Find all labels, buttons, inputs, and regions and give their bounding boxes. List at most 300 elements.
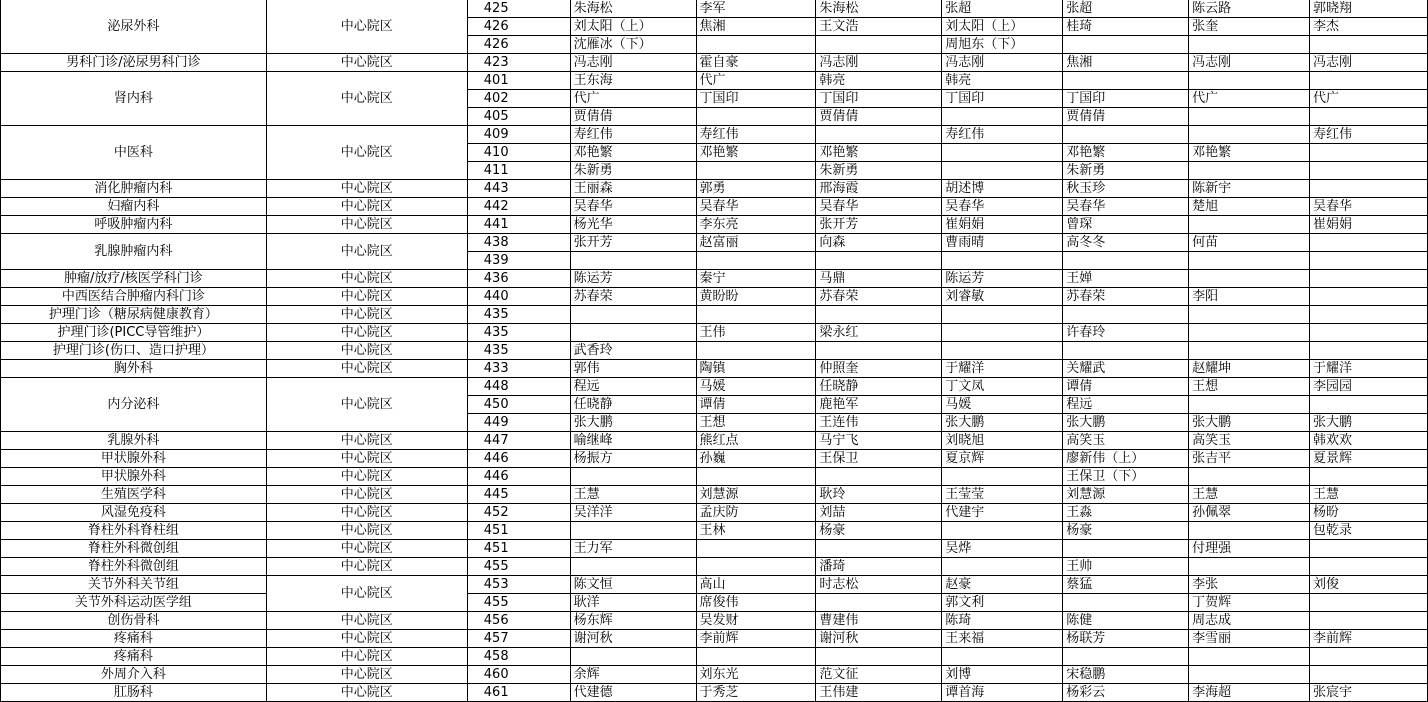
- doctor-cell[interactable]: 张大鹏: [1189, 414, 1310, 432]
- doctor-cell[interactable]: [816, 342, 942, 360]
- doctor-cell[interactable]: 张大鹏: [570, 414, 696, 432]
- department-cell[interactable]: 胸外科: [1, 360, 267, 378]
- doctor-cell[interactable]: 冯志刚: [570, 54, 696, 72]
- doctor-cell[interactable]: 吴洋洋: [570, 504, 696, 522]
- doctor-cell[interactable]: [1189, 468, 1310, 486]
- doctor-cell[interactable]: [942, 324, 1063, 342]
- doctor-cell[interactable]: 李杰: [1310, 18, 1428, 36]
- doctor-cell[interactable]: [1189, 306, 1310, 324]
- doctor-cell[interactable]: [1310, 558, 1428, 576]
- doctor-cell[interactable]: 代广: [1189, 90, 1310, 108]
- doctor-cell[interactable]: 张超: [1063, 0, 1189, 18]
- doctor-cell[interactable]: [696, 648, 816, 666]
- doctor-cell[interactable]: [1063, 72, 1189, 90]
- room-cell[interactable]: 439: [467, 252, 570, 270]
- doctor-cell[interactable]: 孟庆防: [696, 504, 816, 522]
- doctor-cell[interactable]: [1310, 342, 1428, 360]
- doctor-cell[interactable]: [1310, 540, 1428, 558]
- doctor-cell[interactable]: 刘喆: [816, 504, 942, 522]
- doctor-cell[interactable]: [1063, 306, 1189, 324]
- doctor-cell[interactable]: 丁贺辉: [1189, 594, 1310, 612]
- doctor-cell[interactable]: 王伟建: [816, 684, 942, 702]
- doctor-cell[interactable]: 王慧: [1189, 486, 1310, 504]
- room-cell[interactable]: 455: [467, 558, 570, 576]
- room-cell[interactable]: 453: [467, 576, 570, 594]
- doctor-cell[interactable]: [696, 468, 816, 486]
- room-cell[interactable]: 445: [467, 486, 570, 504]
- doctor-cell[interactable]: [1310, 324, 1428, 342]
- doctor-cell[interactable]: 李前辉: [696, 630, 816, 648]
- department-cell[interactable]: 疼痛科: [1, 648, 267, 666]
- doctor-cell[interactable]: 韩亮: [816, 72, 942, 90]
- doctor-cell[interactable]: 陈琦: [942, 612, 1063, 630]
- doctor-cell[interactable]: [1310, 396, 1428, 414]
- doctor-cell[interactable]: 楚旭: [1189, 198, 1310, 216]
- doctor-cell[interactable]: [1063, 648, 1189, 666]
- doctor-cell[interactable]: 张大鹏: [1063, 414, 1189, 432]
- doctor-cell[interactable]: 曹建伟: [816, 612, 942, 630]
- doctor-cell[interactable]: 马媛: [942, 396, 1063, 414]
- doctor-cell[interactable]: 郭伟: [570, 360, 696, 378]
- doctor-cell[interactable]: 丁文凤: [942, 378, 1063, 396]
- campus-cell[interactable]: 中心院区: [266, 306, 467, 324]
- doctor-cell[interactable]: 谢河秋: [570, 630, 696, 648]
- doctor-cell[interactable]: 谭倩: [696, 396, 816, 414]
- doctor-cell[interactable]: 耿玲: [816, 486, 942, 504]
- doctor-cell[interactable]: 时志松: [816, 576, 942, 594]
- doctor-cell[interactable]: 刘博: [942, 666, 1063, 684]
- doctor-cell[interactable]: [1310, 468, 1428, 486]
- doctor-cell[interactable]: 杨光华: [570, 216, 696, 234]
- doctor-cell[interactable]: [1189, 108, 1310, 126]
- campus-cell[interactable]: 中心院区: [266, 504, 467, 522]
- department-cell[interactable]: 乳腺外科: [1, 432, 267, 450]
- doctor-cell[interactable]: 于秀芝: [696, 684, 816, 702]
- room-cell[interactable]: 411: [467, 162, 570, 180]
- doctor-cell[interactable]: [942, 468, 1063, 486]
- room-cell[interactable]: 452: [467, 504, 570, 522]
- doctor-cell[interactable]: [942, 306, 1063, 324]
- doctor-cell[interactable]: 吴春华: [570, 198, 696, 216]
- doctor-cell[interactable]: 孙巍: [696, 450, 816, 468]
- doctor-cell[interactable]: [942, 558, 1063, 576]
- doctor-cell[interactable]: 邓艳繁: [1189, 144, 1310, 162]
- doctor-cell[interactable]: 刘睿敏: [942, 288, 1063, 306]
- doctor-cell[interactable]: 刘太阳（上）: [570, 18, 696, 36]
- campus-cell[interactable]: 中心院区: [266, 324, 467, 342]
- room-cell[interactable]: 460: [467, 666, 570, 684]
- doctor-cell[interactable]: [942, 522, 1063, 540]
- doctor-cell[interactable]: [1189, 252, 1310, 270]
- doctor-cell[interactable]: 向森: [816, 234, 942, 252]
- doctor-cell[interactable]: [696, 540, 816, 558]
- doctor-cell[interactable]: [1310, 144, 1428, 162]
- campus-cell[interactable]: 中心院区: [266, 486, 467, 504]
- doctor-cell[interactable]: 何苗: [1189, 234, 1310, 252]
- campus-cell[interactable]: 中心院区: [266, 288, 467, 306]
- doctor-cell[interactable]: 代建德: [570, 684, 696, 702]
- doctor-cell[interactable]: 熊红点: [696, 432, 816, 450]
- doctor-cell[interactable]: 任晓静: [816, 378, 942, 396]
- department-cell[interactable]: 妇瘤内科: [1, 198, 267, 216]
- doctor-cell[interactable]: [1310, 306, 1428, 324]
- doctor-cell[interactable]: 王文浩: [816, 18, 942, 36]
- doctor-cell[interactable]: [696, 558, 816, 576]
- doctor-cell[interactable]: [1189, 72, 1310, 90]
- doctor-cell[interactable]: 丁国印: [942, 90, 1063, 108]
- campus-cell[interactable]: 中心院区: [266, 378, 467, 432]
- doctor-cell[interactable]: [942, 252, 1063, 270]
- doctor-cell[interactable]: 武香玲: [570, 342, 696, 360]
- doctor-cell[interactable]: 焦湘: [696, 18, 816, 36]
- doctor-cell[interactable]: 高笑玉: [1063, 432, 1189, 450]
- doctor-cell[interactable]: 马鼎: [816, 270, 942, 288]
- doctor-cell[interactable]: 桂琦: [1063, 18, 1189, 36]
- doctor-cell[interactable]: 范文征: [816, 666, 942, 684]
- doctor-cell[interactable]: 喻继峰: [570, 432, 696, 450]
- doctor-cell[interactable]: 刘俊: [1310, 576, 1428, 594]
- doctor-cell[interactable]: 张大鹏: [942, 414, 1063, 432]
- doctor-cell[interactable]: [942, 162, 1063, 180]
- department-cell[interactable]: 甲状腺外科: [1, 450, 267, 468]
- campus-cell[interactable]: 中心院区: [266, 612, 467, 630]
- doctor-cell[interactable]: [1310, 234, 1428, 252]
- doctor-cell[interactable]: 王伟: [696, 324, 816, 342]
- doctor-cell[interactable]: [1063, 594, 1189, 612]
- department-cell[interactable]: 肛肠科: [1, 684, 267, 702]
- doctor-cell[interactable]: [570, 558, 696, 576]
- doctor-cell[interactable]: [1310, 180, 1428, 198]
- doctor-cell[interactable]: 刘慧源: [696, 486, 816, 504]
- doctor-cell[interactable]: 于耀洋: [1310, 360, 1428, 378]
- doctor-cell[interactable]: 周志成: [1189, 612, 1310, 630]
- doctor-cell[interactable]: [1189, 396, 1310, 414]
- doctor-cell[interactable]: 谭倩: [1063, 378, 1189, 396]
- doctor-cell[interactable]: 张宸宇: [1310, 684, 1428, 702]
- campus-cell[interactable]: 中心院区: [266, 342, 467, 360]
- campus-cell[interactable]: 中心院区: [266, 126, 467, 180]
- doctor-cell[interactable]: 王连伟: [816, 414, 942, 432]
- doctor-cell[interactable]: 王丽森: [570, 180, 696, 198]
- doctor-cell[interactable]: [1063, 36, 1189, 54]
- doctor-cell[interactable]: 苏春荣: [1063, 288, 1189, 306]
- doctor-cell[interactable]: [816, 648, 942, 666]
- doctor-cell[interactable]: [816, 126, 942, 144]
- doctor-cell[interactable]: 马宁飞: [816, 432, 942, 450]
- doctor-cell[interactable]: 王慧: [1310, 486, 1428, 504]
- doctor-cell[interactable]: 高冬冬: [1063, 234, 1189, 252]
- doctor-cell[interactable]: [1189, 324, 1310, 342]
- doctor-cell[interactable]: 丁国印: [816, 90, 942, 108]
- doctor-cell[interactable]: [696, 252, 816, 270]
- doctor-cell[interactable]: 秋玉珍: [1063, 180, 1189, 198]
- doctor-cell[interactable]: 王东海: [570, 72, 696, 90]
- doctor-cell[interactable]: [696, 36, 816, 54]
- doctor-cell[interactable]: 寿红伟: [942, 126, 1063, 144]
- doctor-cell[interactable]: 黄盼盼: [696, 288, 816, 306]
- doctor-cell[interactable]: [816, 252, 942, 270]
- doctor-cell[interactable]: 朱新勇: [570, 162, 696, 180]
- doctor-cell[interactable]: 冯志刚: [816, 54, 942, 72]
- doctor-cell[interactable]: [1063, 342, 1189, 360]
- campus-cell[interactable]: 中心院区: [266, 198, 467, 216]
- doctor-cell[interactable]: [1189, 36, 1310, 54]
- doctor-cell[interactable]: 杨东辉: [570, 612, 696, 630]
- doctor-cell[interactable]: 杨彩云: [1063, 684, 1189, 702]
- doctor-cell[interactable]: [1310, 162, 1428, 180]
- campus-cell[interactable]: 中心院区: [266, 648, 467, 666]
- doctor-cell[interactable]: 苏春荣: [570, 288, 696, 306]
- doctor-cell[interactable]: [1189, 648, 1310, 666]
- doctor-cell[interactable]: [942, 648, 1063, 666]
- doctor-cell[interactable]: [1310, 108, 1428, 126]
- doctor-cell[interactable]: 李前辉: [1310, 630, 1428, 648]
- doctor-cell[interactable]: [1189, 522, 1310, 540]
- room-cell[interactable]: 402: [467, 90, 570, 108]
- doctor-cell[interactable]: 宋稳鹏: [1063, 666, 1189, 684]
- doctor-cell[interactable]: 张开芳: [570, 234, 696, 252]
- doctor-cell[interactable]: 吴春华: [816, 198, 942, 216]
- doctor-cell[interactable]: 朱海松: [816, 0, 942, 18]
- doctor-cell[interactable]: 陈新宇: [1189, 180, 1310, 198]
- doctor-cell[interactable]: 王想: [696, 414, 816, 432]
- doctor-cell[interactable]: 程远: [1063, 396, 1189, 414]
- department-cell[interactable]: 护理门诊(PICC导管维护）: [1, 324, 267, 342]
- room-cell[interactable]: 446: [467, 450, 570, 468]
- campus-cell[interactable]: 中心院区: [266, 234, 467, 270]
- doctor-cell[interactable]: 陈运芳: [570, 270, 696, 288]
- doctor-cell[interactable]: [1189, 126, 1310, 144]
- campus-cell[interactable]: 中心院区: [266, 216, 467, 234]
- doctor-cell[interactable]: 许春玲: [1063, 324, 1189, 342]
- department-cell[interactable]: 乳腺肿瘤内科: [1, 234, 267, 270]
- doctor-cell[interactable]: 邓艳繁: [1063, 144, 1189, 162]
- doctor-cell[interactable]: 王林: [696, 522, 816, 540]
- campus-cell[interactable]: 中心院区: [266, 180, 467, 198]
- doctor-cell[interactable]: 贾倩倩: [570, 108, 696, 126]
- doctor-cell[interactable]: [816, 306, 942, 324]
- room-cell[interactable]: 455: [467, 594, 570, 612]
- doctor-cell[interactable]: [570, 252, 696, 270]
- campus-cell[interactable]: 中心院区: [266, 270, 467, 288]
- doctor-cell[interactable]: 赵富丽: [696, 234, 816, 252]
- doctor-cell[interactable]: 刘慧源: [1063, 486, 1189, 504]
- campus-cell[interactable]: 中心院区: [266, 468, 467, 486]
- campus-cell[interactable]: 中心院区: [266, 54, 467, 72]
- doctor-cell[interactable]: 朱新勇: [1063, 162, 1189, 180]
- department-cell[interactable]: 外周介入科: [1, 666, 267, 684]
- doctor-cell[interactable]: [570, 306, 696, 324]
- doctor-cell[interactable]: 谭首海: [942, 684, 1063, 702]
- doctor-cell[interactable]: 王保卫（下）: [1063, 468, 1189, 486]
- room-cell[interactable]: 436: [467, 270, 570, 288]
- campus-cell[interactable]: 中心院区: [266, 576, 467, 612]
- doctor-cell[interactable]: 韩欢欢: [1310, 432, 1428, 450]
- room-cell[interactable]: 442: [467, 198, 570, 216]
- doctor-cell[interactable]: 吴春华: [696, 198, 816, 216]
- doctor-cell[interactable]: 关耀武: [1063, 360, 1189, 378]
- doctor-cell[interactable]: 张吉平: [1189, 450, 1310, 468]
- room-cell[interactable]: 451: [467, 522, 570, 540]
- campus-cell[interactable]: 中心院区: [266, 450, 467, 468]
- doctor-cell[interactable]: [1310, 72, 1428, 90]
- department-cell[interactable]: 肾内科: [1, 72, 267, 126]
- doctor-cell[interactable]: 杨豪: [816, 522, 942, 540]
- doctor-cell[interactable]: 王想: [1189, 378, 1310, 396]
- doctor-cell[interactable]: [1189, 666, 1310, 684]
- room-cell[interactable]: 456: [467, 612, 570, 630]
- doctor-cell[interactable]: 赵豪: [942, 576, 1063, 594]
- doctor-cell[interactable]: 耿洋: [570, 594, 696, 612]
- department-cell[interactable]: 呼吸肿瘤内科: [1, 216, 267, 234]
- doctor-cell[interactable]: 席俊伟: [696, 594, 816, 612]
- doctor-cell[interactable]: 朱新勇: [816, 162, 942, 180]
- doctor-cell[interactable]: 郭文利: [942, 594, 1063, 612]
- room-cell[interactable]: 461: [467, 684, 570, 702]
- department-cell[interactable]: 关节外科关节组: [1, 576, 267, 594]
- doctor-cell[interactable]: [1310, 36, 1428, 54]
- doctor-cell[interactable]: 李阳: [1189, 288, 1310, 306]
- campus-cell[interactable]: 中心院区: [266, 522, 467, 540]
- campus-cell[interactable]: 中心院区: [266, 72, 467, 126]
- department-cell[interactable]: 中医科: [1, 126, 267, 180]
- doctor-cell[interactable]: 张奎: [1189, 18, 1310, 36]
- doctor-cell[interactable]: [1063, 126, 1189, 144]
- doctor-cell[interactable]: 丁国印: [1063, 90, 1189, 108]
- doctor-cell[interactable]: 余辉: [570, 666, 696, 684]
- doctor-cell[interactable]: 代广: [696, 72, 816, 90]
- room-cell[interactable]: 458: [467, 648, 570, 666]
- doctor-cell[interactable]: 胡述博: [942, 180, 1063, 198]
- department-cell[interactable]: 肿瘤/放疗/核医学科门诊: [1, 270, 267, 288]
- doctor-cell[interactable]: 郭勇: [696, 180, 816, 198]
- doctor-cell[interactable]: 寿红伟: [696, 126, 816, 144]
- doctor-cell[interactable]: 冯志刚: [942, 54, 1063, 72]
- doctor-cell[interactable]: 程远: [570, 378, 696, 396]
- campus-cell[interactable]: 中心院区: [266, 558, 467, 576]
- doctor-cell[interactable]: 廖新伟（上）: [1063, 450, 1189, 468]
- doctor-cell[interactable]: [942, 342, 1063, 360]
- doctor-cell[interactable]: 李园园: [1310, 378, 1428, 396]
- campus-cell[interactable]: 中心院区: [266, 666, 467, 684]
- department-cell[interactable]: 创伤骨科: [1, 612, 267, 630]
- doctor-cell[interactable]: [1310, 612, 1428, 630]
- doctor-cell[interactable]: [1189, 270, 1310, 288]
- doctor-cell[interactable]: [1310, 648, 1428, 666]
- doctor-cell[interactable]: 包乾录: [1310, 522, 1428, 540]
- doctor-cell[interactable]: [696, 162, 816, 180]
- doctor-cell[interactable]: [1189, 558, 1310, 576]
- doctor-cell[interactable]: [696, 108, 816, 126]
- doctor-cell[interactable]: 沈雁冰（下）: [570, 36, 696, 54]
- department-cell[interactable]: 脊柱外科微创组: [1, 558, 267, 576]
- doctor-cell[interactable]: 张超: [942, 0, 1063, 18]
- doctor-cell[interactable]: 李海超: [1189, 684, 1310, 702]
- doctor-cell[interactable]: [1063, 252, 1189, 270]
- department-cell[interactable]: 关节外科运动医学组: [1, 594, 267, 612]
- doctor-cell[interactable]: [1189, 216, 1310, 234]
- doctor-cell[interactable]: 张大鹏: [1310, 414, 1428, 432]
- doctor-cell[interactable]: 贾倩倩: [1063, 108, 1189, 126]
- doctor-cell[interactable]: 焦湘: [1063, 54, 1189, 72]
- doctor-cell[interactable]: 王婵: [1063, 270, 1189, 288]
- doctor-cell[interactable]: 刘太阳（上）: [942, 18, 1063, 36]
- doctor-cell[interactable]: 苏春荣: [816, 288, 942, 306]
- doctor-cell[interactable]: 王慧: [570, 486, 696, 504]
- doctor-cell[interactable]: 王保卫: [816, 450, 942, 468]
- doctor-cell[interactable]: 陈运芳: [942, 270, 1063, 288]
- doctor-cell[interactable]: 代广: [1310, 90, 1428, 108]
- department-cell[interactable]: 护理门诊（糖尿病健康教育）: [1, 306, 267, 324]
- room-cell[interactable]: 443: [467, 180, 570, 198]
- doctor-cell[interactable]: [1189, 162, 1310, 180]
- doctor-cell[interactable]: 李雪丽: [1189, 630, 1310, 648]
- doctor-cell[interactable]: 朱海松: [570, 0, 696, 18]
- doctor-cell[interactable]: 王淼: [1063, 504, 1189, 522]
- doctor-cell[interactable]: 李张: [1189, 576, 1310, 594]
- doctor-cell[interactable]: [1310, 594, 1428, 612]
- room-cell[interactable]: 449: [467, 414, 570, 432]
- doctor-cell[interactable]: 夏景辉: [1310, 450, 1428, 468]
- room-cell[interactable]: 446: [467, 468, 570, 486]
- department-cell[interactable]: 脊柱外科脊柱组: [1, 522, 267, 540]
- doctor-cell[interactable]: 高山: [696, 576, 816, 594]
- doctor-cell[interactable]: [570, 522, 696, 540]
- doctor-cell[interactable]: [570, 324, 696, 342]
- doctor-cell[interactable]: 郭晓翔: [1310, 0, 1428, 18]
- doctor-cell[interactable]: 蔡猛: [1063, 576, 1189, 594]
- room-cell[interactable]: 426: [467, 18, 570, 36]
- doctor-cell[interactable]: 李军: [696, 0, 816, 18]
- room-cell[interactable]: 447: [467, 432, 570, 450]
- doctor-cell[interactable]: [942, 144, 1063, 162]
- doctor-cell[interactable]: [816, 36, 942, 54]
- room-cell[interactable]: 405: [467, 108, 570, 126]
- doctor-cell[interactable]: [1189, 342, 1310, 360]
- doctor-cell[interactable]: 仲照奎: [816, 360, 942, 378]
- doctor-cell[interactable]: 邓艳繁: [816, 144, 942, 162]
- doctor-cell[interactable]: 刘东光: [696, 666, 816, 684]
- room-cell[interactable]: 438: [467, 234, 570, 252]
- department-cell[interactable]: 中西医结合肿瘤内科门诊: [1, 288, 267, 306]
- doctor-cell[interactable]: 付理强: [1189, 540, 1310, 558]
- doctor-cell[interactable]: 曹雨晴: [942, 234, 1063, 252]
- department-cell[interactable]: 泌尿外科: [1, 0, 267, 54]
- doctor-cell[interactable]: 王莹莹: [942, 486, 1063, 504]
- doctor-cell[interactable]: 张开芳: [816, 216, 942, 234]
- doctor-cell[interactable]: 梁永红: [816, 324, 942, 342]
- doctor-cell[interactable]: 王帅: [1063, 558, 1189, 576]
- doctor-cell[interactable]: 于耀洋: [942, 360, 1063, 378]
- doctor-cell[interactable]: 马媛: [696, 378, 816, 396]
- doctor-cell[interactable]: 邢海霞: [816, 180, 942, 198]
- department-cell[interactable]: 生殖医学科: [1, 486, 267, 504]
- doctor-cell[interactable]: 赵耀坤: [1189, 360, 1310, 378]
- doctor-cell[interactable]: 崔娟娟: [1310, 216, 1428, 234]
- doctor-cell[interactable]: 曾琛: [1063, 216, 1189, 234]
- doctor-cell[interactable]: 陶镇: [696, 360, 816, 378]
- doctor-cell[interactable]: 王力军: [570, 540, 696, 558]
- room-cell[interactable]: 435: [467, 306, 570, 324]
- doctor-cell[interactable]: 杨振方: [570, 450, 696, 468]
- doctor-cell[interactable]: 孙佩翠: [1189, 504, 1310, 522]
- department-cell[interactable]: 消化肿瘤内科: [1, 180, 267, 198]
- doctor-cell[interactable]: 秦宁: [696, 270, 816, 288]
- room-cell[interactable]: 401: [467, 72, 570, 90]
- doctor-cell[interactable]: 霍自豪: [696, 54, 816, 72]
- doctor-cell[interactable]: 吴烨: [942, 540, 1063, 558]
- department-cell[interactable]: 疼痛科: [1, 630, 267, 648]
